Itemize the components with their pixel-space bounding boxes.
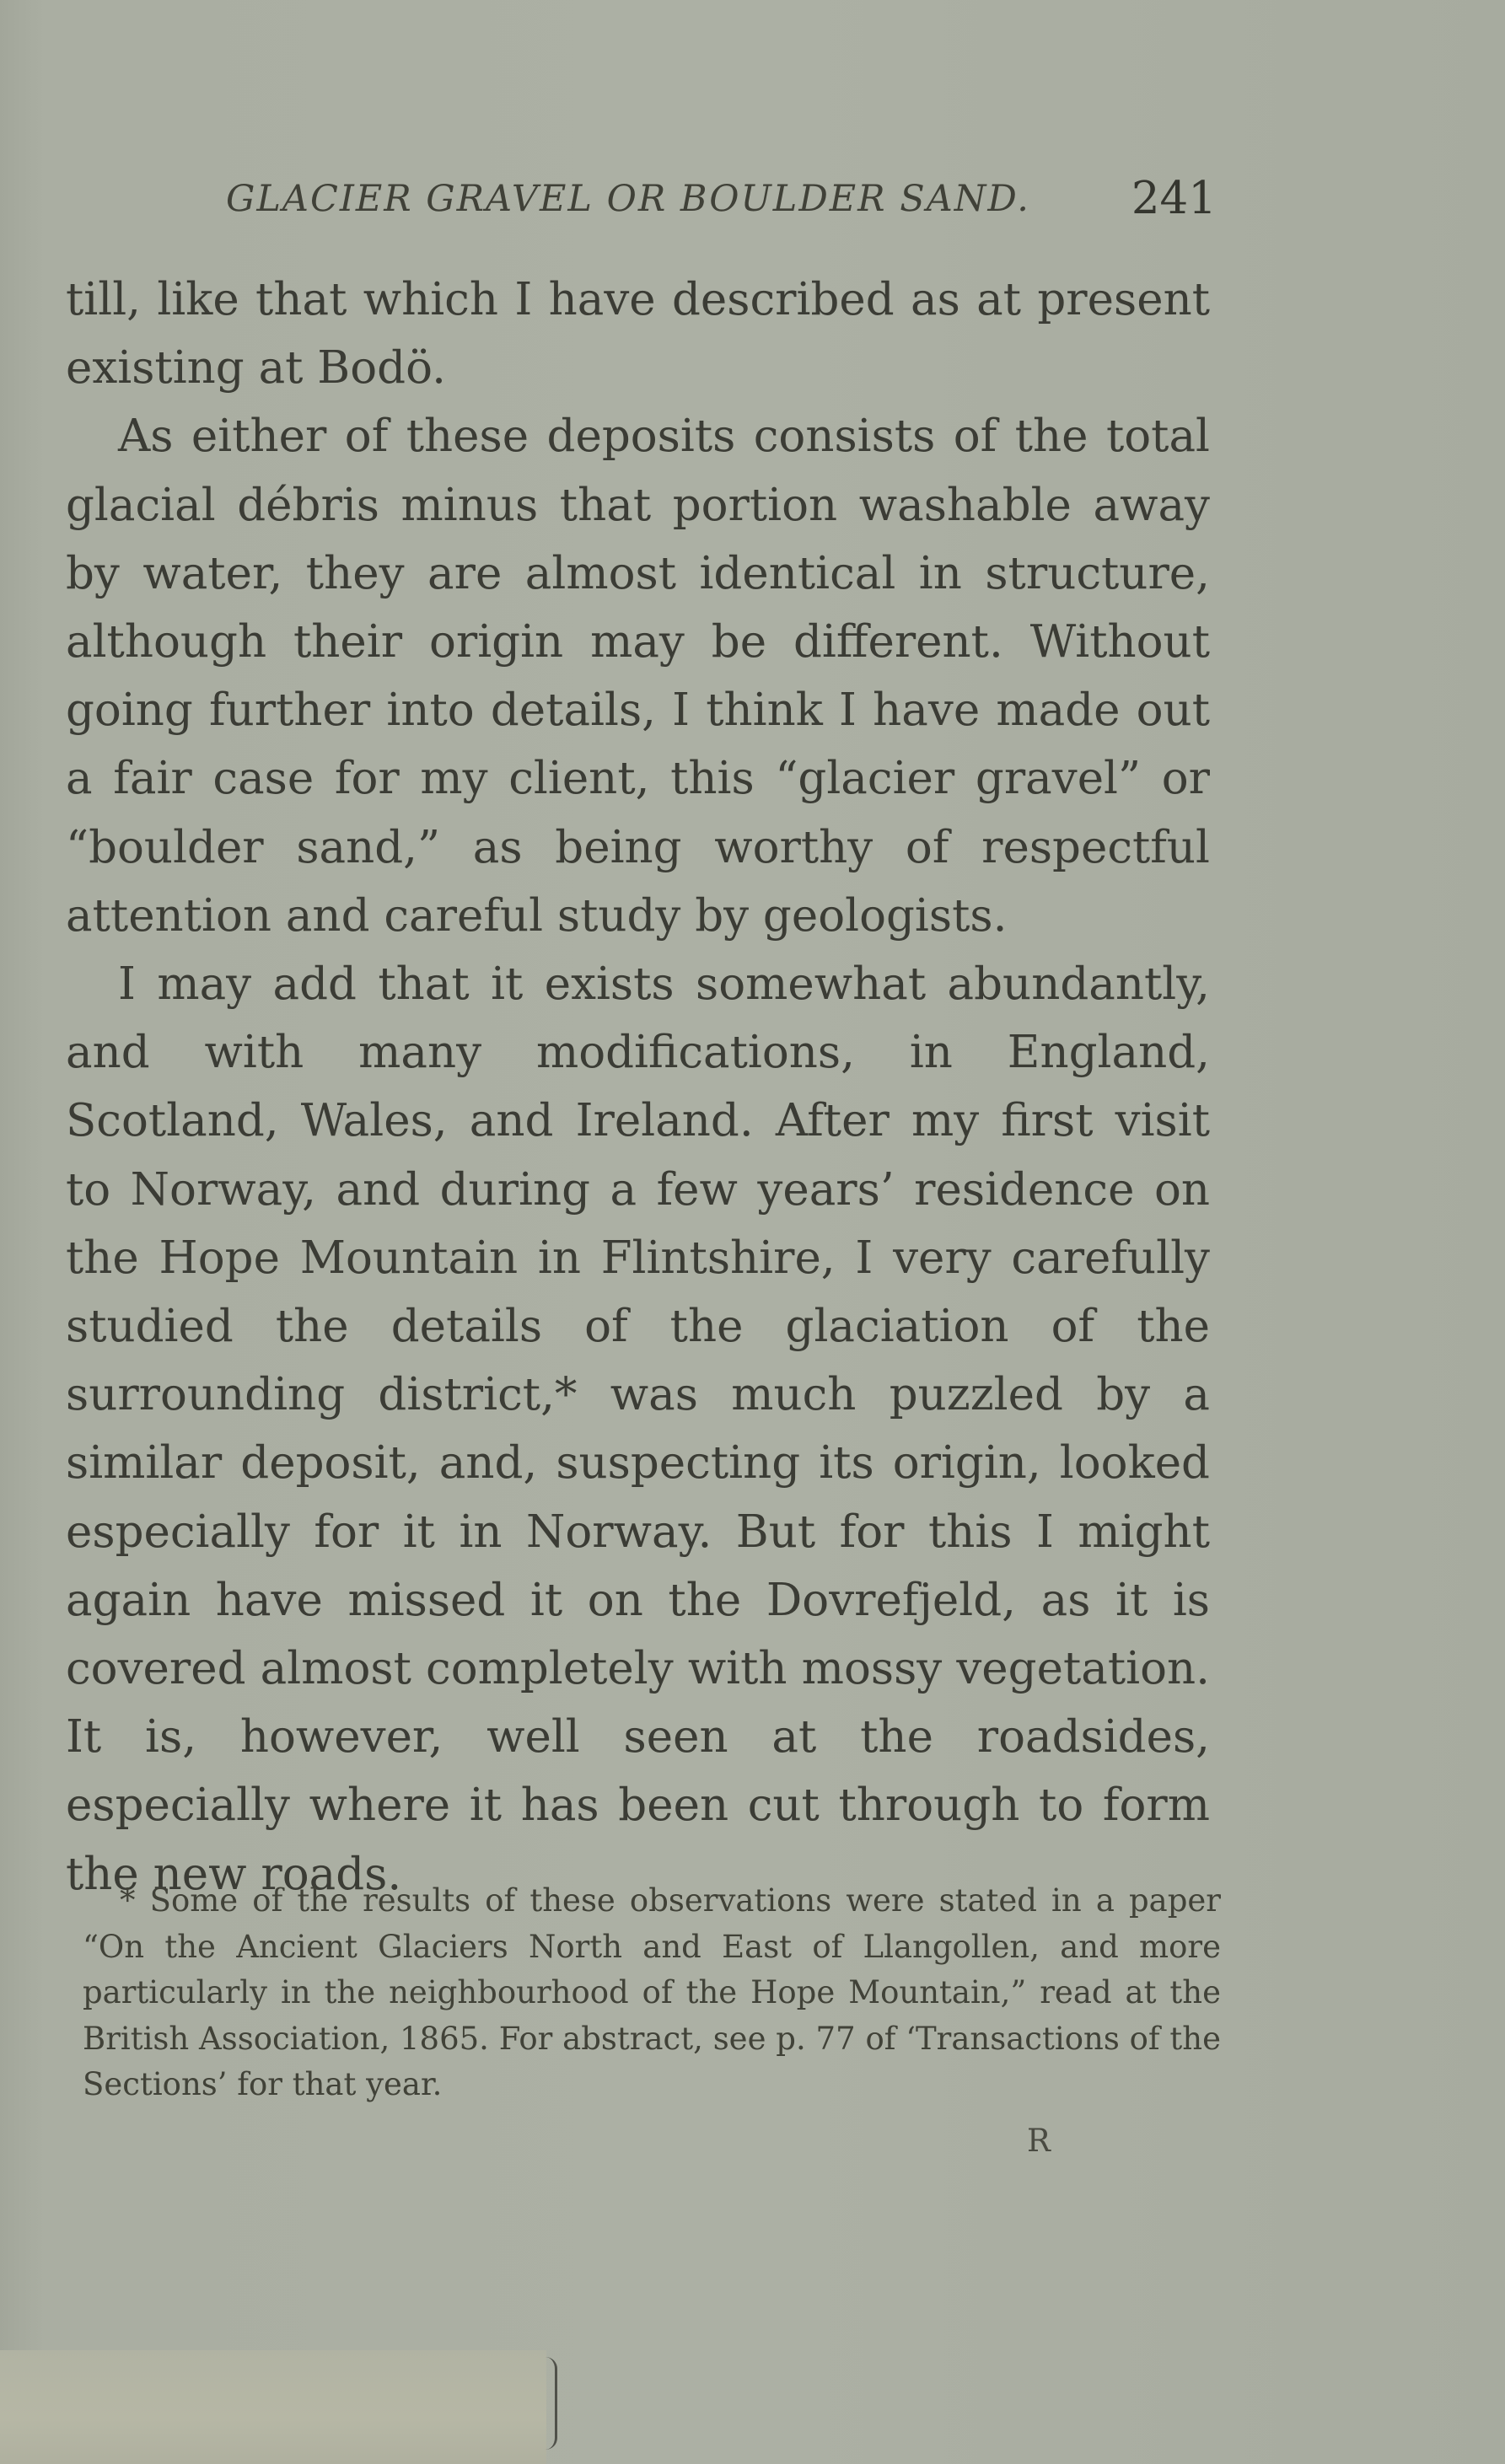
running-head xyxy=(226,173,1217,223)
page-number: 241 xyxy=(1131,173,1217,224)
paragraph-continuation: till, like that which I have described as at present existing at Bodö. xyxy=(66,274,1210,395)
footnote: * Some of the results of these observations were stated in a paper “On the Ancient Glaciers North and East of Llangollen, and more particularly in the neighbourhood of the Hope Mountain,” read at the British Association, 1865. For abstract, see p. 77 of ‘Transactions of the Sections’ for that year. xyxy=(83,1882,1221,2103)
running-title: GLACIER GRAVEL OR BOULDER SAND. xyxy=(226,178,1030,220)
scan-edge-artifact xyxy=(0,2350,556,2464)
signature-mark: R xyxy=(1027,2123,1051,2159)
body-text xyxy=(66,266,1210,1908)
paragraph-deposits: As either of these deposits consists of the total glacial débris minus that portion washable away by water, they are almost identical in structure, although their origin may be different. Without going further into details, I think I have made out a fair case for my client, this “glacier gravel” or “boulder sand,” as being worthy of respectful attention and careful study by geologists. xyxy=(66,411,1210,942)
scan-paper-edge xyxy=(0,2350,546,2464)
paragraph-distribution: I may add that it exists somewhat abundantly, and with many modifications, in England, Scotland, Wales, and Ireland. After my first visit to Norway, and during a few years’ residence on the Hope Mountain in Flintshire, I very carefully studied the details of the glaciation of the surrounding district,* was much puzzled by a similar deposit, and, suspecting its origin, looked especially for it in Norway. But for this I might again have missed it on the Dovrefjeld, as it is covered almost completely with mossy vegetation. It is, however, well seen at the roadsides, especially where it has been cut through to form the new roads. xyxy=(66,958,1210,1900)
scan-edge-curl xyxy=(536,2357,557,2450)
